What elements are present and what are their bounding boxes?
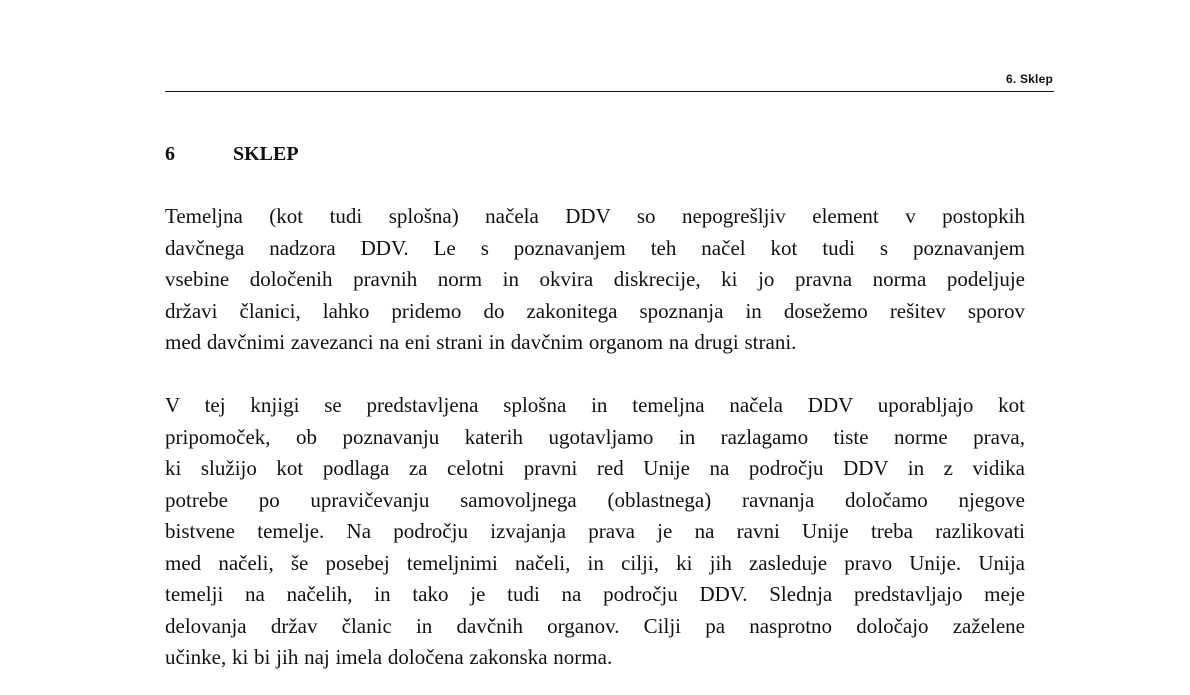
paragraph-line: učinke, ki bi jih naj imela določena zakonska norma.	[165, 645, 613, 669]
paragraph-line: pripomoček, ob poznavanju katerih ugotavljamo in razlagamo tiste norme prava,	[165, 424, 1025, 449]
paragraph-line: V tej knjigi se predstavljena splošna in temeljna načela DDV uporabljajo kot	[165, 393, 1025, 417]
running-header: 6. Sklep	[1006, 72, 1053, 86]
paragraph-line: bistvene temelje. Na področju izvajanja prava je na ravni Unije treba razlikovati	[165, 519, 1025, 543]
header-rule	[165, 91, 1054, 92]
chapter-title: SKLEP	[233, 143, 299, 165]
paragraph-line: potrebe po upravičevanju samovoljnega (oblastnega) ravnanja določamo njegove	[165, 487, 1025, 512]
paragraph-line: temelji na načelih, in tako je tudi na področju DDV. Slednja predstavljajo meje	[165, 582, 1025, 606]
paragraph-line: državi članici, lahko pridemo do zakonitega spoznanja in dosežemo rešitev sporov	[165, 298, 1025, 323]
paragraph-line: ki služijo kot podlaga za celotni pravni red Unije na področju DDV in z vidika	[165, 456, 1025, 480]
paragraph-2	[165, 390, 1025, 674]
chapter-heading	[165, 142, 299, 166]
paragraph-line: med davčnimi zavezanci na eni strani in davčnim organom na drugi strani.	[165, 330, 797, 354]
paragraph-1	[165, 201, 1025, 359]
paragraph-line: davčnega nadzora DDV. Le s poznavanjem teh načel kot tudi s poznavanjem	[165, 235, 1025, 260]
chapter-number: 6	[165, 143, 175, 165]
paragraph-line: med načeli, še posebej temeljnimi načeli, in cilji, ki jih zasleduje pravo Unije. Unija	[165, 550, 1025, 575]
paragraph-line: vsebine določenih pravnih norm in okvira diskrecije, ki jo pravna norma podeljuje	[165, 267, 1025, 291]
paragraph-line: Temeljna (kot tudi splošna) načela DDV so nepogrešljiv element v postopkih	[165, 204, 1025, 228]
paragraph-line: delovanja držav članic in davčnih organov. Cilji pa nasprotno določajo zaželene	[165, 613, 1025, 638]
